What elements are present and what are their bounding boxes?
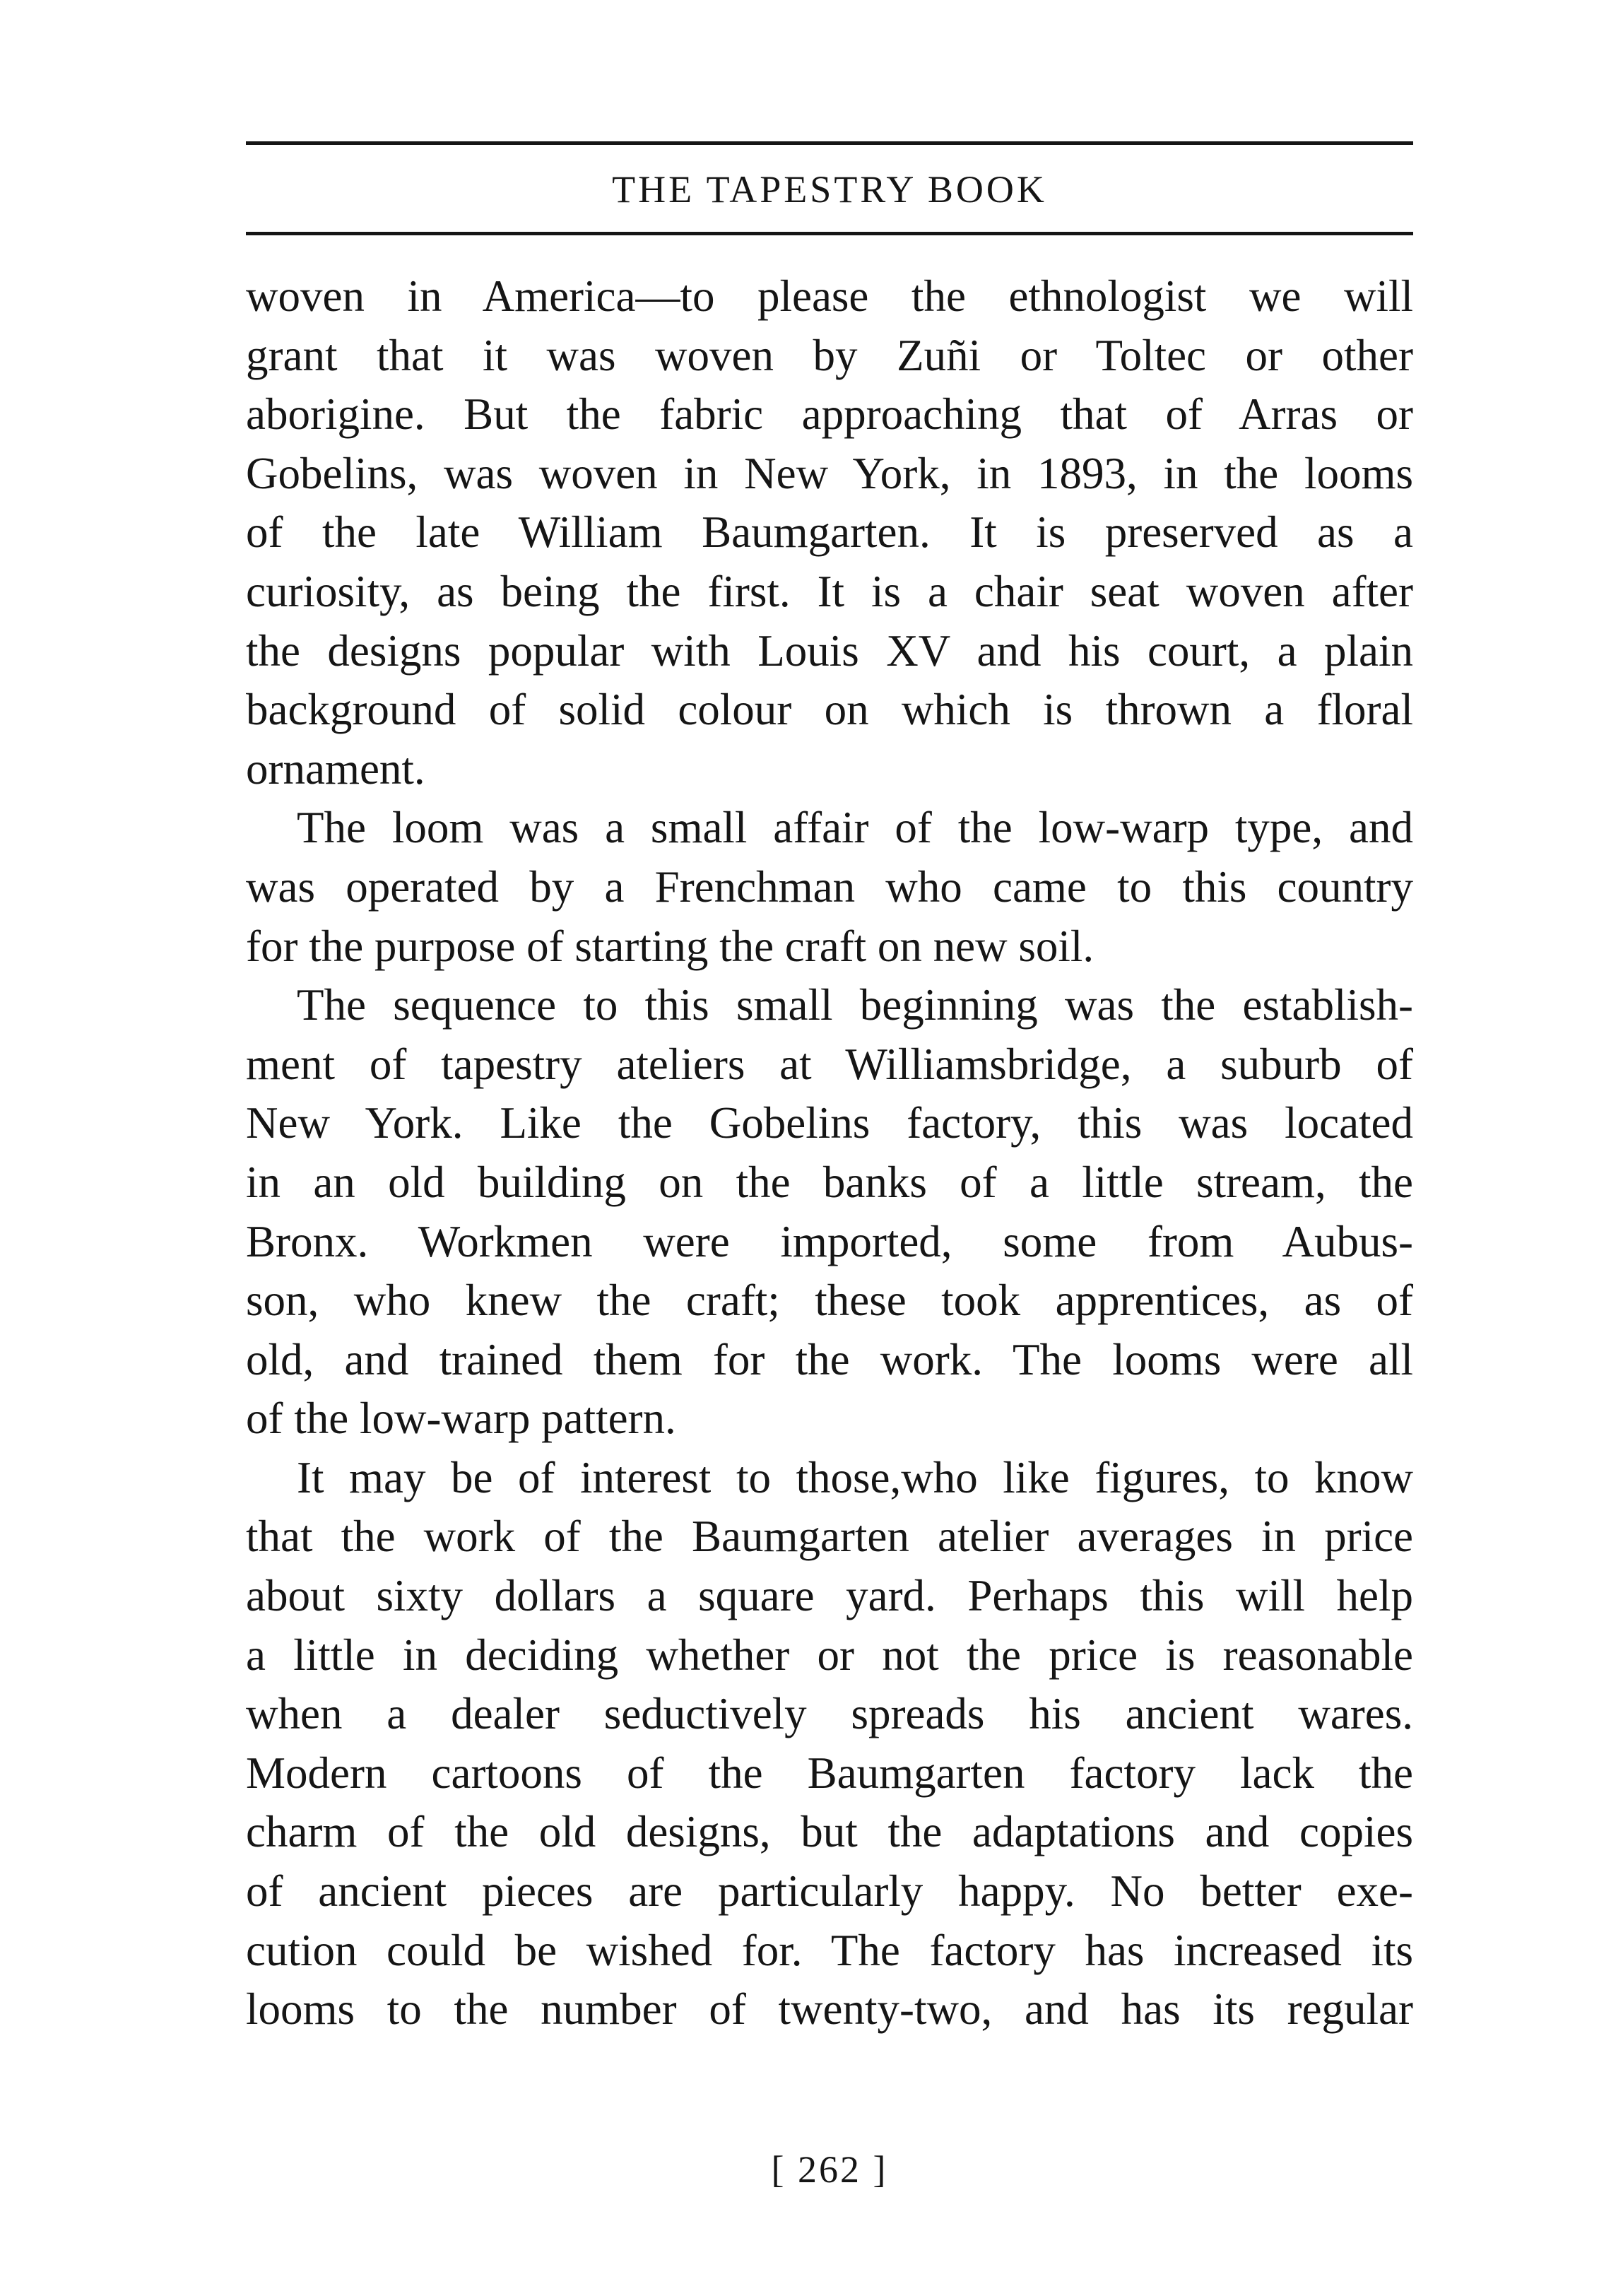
text-line: about sixty dollars a square yard. Perhaps this will help [246, 1571, 1413, 1621]
text-line: The loom was a small affair of the low-warp type, and [297, 803, 1413, 853]
text-line: The sequence to this small beginning was the establish- [297, 980, 1413, 1030]
text-line: woven in America—to please the ethnologist we will [246, 271, 1413, 321]
text-line: of ancient pieces are particularly happy. No better exe- [246, 1866, 1413, 1917]
text-line: Gobelins, was woven in New York, in 1893, in the looms [246, 448, 1413, 498]
paragraph [246, 976, 1413, 1449]
page-number: [ 262 ] [771, 2148, 888, 2191]
text-line: Bronx. Workmen were imported, some from Aubus- [246, 1216, 1413, 1266]
text-line: a little in deciding whether or not the price is reasonable [246, 1630, 1413, 1680]
text-line: ornament. [246, 743, 425, 794]
text-line: curiosity, as being the first. It is a chair seat woven after [246, 566, 1413, 616]
book-page [246, 141, 1413, 2191]
text-line: in an old building on the banks of a little stream, the [246, 1157, 1413, 1207]
paragraph [246, 799, 1413, 976]
text-line: New York. Like the Gobelins factory, this was located [246, 1098, 1413, 1148]
header-rule-bottom [246, 232, 1413, 235]
text-line: Modern cartoons of the Baumgarten factory lack the [246, 1748, 1413, 1798]
text-line: It may be of interest to those,who like figures, to know [297, 1452, 1413, 1502]
text-line: the designs popular with Louis XV and his court, a plain [246, 625, 1413, 676]
text-line: grant that it was woven by Zuñi or Toltec or other [246, 330, 1413, 380]
running-head: THE TAPESTRY BOOK [612, 168, 1047, 211]
text-line: when a dealer seductively spreads his ancient wares. [246, 1689, 1413, 1739]
text-line: old, and trained them for the work. The looms were all [246, 1334, 1413, 1384]
text-line: charm of the old designs, but the adaptations and copies [246, 1807, 1413, 1857]
text-line: that the work of the Baumgarten atelier averages in price [246, 1512, 1413, 1562]
text-line: son, who knew the craft; these took apprentices, as of [246, 1276, 1413, 1326]
header-rule-top [246, 141, 1413, 145]
text-line: was operated by a Frenchman who came to this country [246, 861, 1413, 912]
paragraph [246, 1449, 1413, 2039]
body-text [246, 267, 1413, 2039]
text-line: background of solid colour on which is thrown a floral [246, 685, 1413, 735]
text-line: ment of tapestry ateliers at Williamsbridge, a suburb of [246, 1039, 1413, 1089]
text-line: of the late William Baumgarten. It is preserved as a [246, 507, 1413, 558]
text-line: aborigine. But the fabric approaching that of Arras or [246, 389, 1413, 440]
text-line: for the purpose of starting the craft on new soil. [246, 921, 1094, 971]
text-line: of the low-warp pattern. [246, 1394, 676, 1444]
text-line: cution could be wished for. The factory has increased its [246, 1925, 1413, 1975]
text-line: looms to the number of twenty-two, and has its regular [246, 1984, 1413, 2035]
paragraph [246, 267, 1413, 799]
